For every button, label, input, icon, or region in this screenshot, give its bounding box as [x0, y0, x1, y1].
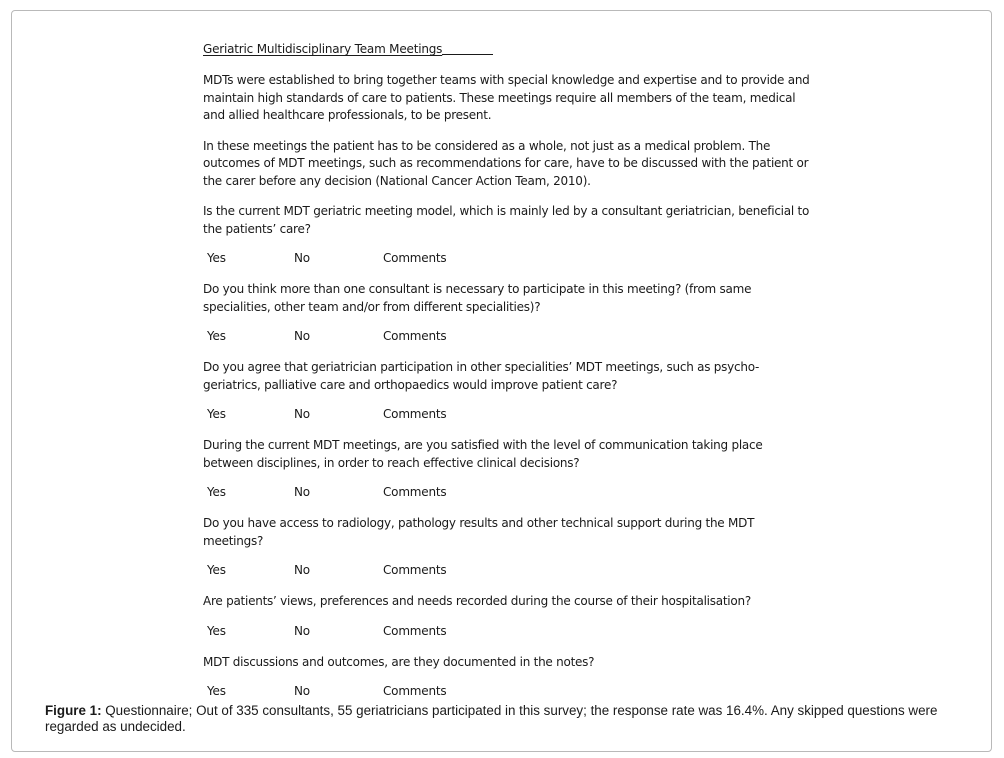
caption-label: Figure 1: — [45, 703, 102, 718]
question-text: MDT discussions and outcomes, are they documented in the notes? — [203, 654, 595, 669]
answer-comments[interactable]: Comments — [383, 251, 447, 265]
answer-yes[interactable]: Yes — [207, 485, 226, 499]
answer-row — [203, 407, 813, 424]
answer-no[interactable]: No — [294, 329, 310, 343]
answer-row — [203, 329, 813, 346]
answer-row — [203, 251, 813, 268]
answer-yes[interactable]: Yes — [207, 251, 226, 265]
answer-yes[interactable]: Yes — [207, 563, 226, 577]
answer-comments[interactable]: Comments — [383, 684, 447, 698]
answer-no[interactable]: No — [294, 684, 310, 698]
answer-comments[interactable]: Comments — [383, 485, 447, 499]
intro-paragraph: MDTs were established to bring together teams with special knowledge and expertise and to provide and maintain high standards of care to patients. These meetings require all members of the team, medical and allied healthcare professionals, to be present. — [203, 73, 810, 122]
answer-yes[interactable]: Yes — [207, 329, 226, 343]
heading-text: Geriatric Multidisciplinary Team Meetings — [203, 42, 443, 56]
answer-row — [203, 624, 813, 641]
heading-underline-tail — [442, 54, 493, 55]
question-text: Are patients’ views, preferences and needs recorded during the course of their hospitalisation? — [203, 594, 751, 608]
answer-comments[interactable]: Comments — [383, 623, 447, 638]
answer-no[interactable]: No — [294, 407, 310, 421]
intro-paragraph: In these meetings the patient has to be considered as a whole, not just as a medical problem. The outcomes of MDT meetings, such as recommendations for care, have to be discussed with the patient or the carer before any decision (National Cancer Action Team, 2010). — [203, 138, 809, 188]
answer-comments[interactable]: Comments — [383, 407, 447, 421]
answer-yes[interactable]: Yes — [207, 407, 226, 421]
answer-comments[interactable]: Comments — [383, 563, 447, 577]
question-text: Is the current MDT geriatric meeting model, which is mainly led by a consultant geriatrician, beneficial to the patients’ care? — [203, 204, 810, 236]
answer-yes[interactable]: Yes — [207, 623, 226, 638]
answer-row — [203, 563, 813, 580]
figure-caption — [45, 703, 965, 735]
question-text: Do you have access to radiology, pathology results and other technical support during the MDT meetings? — [203, 516, 755, 548]
answer-no[interactable]: No — [294, 623, 310, 638]
answer-comments[interactable]: Comments — [383, 329, 447, 343]
caption-text: Questionnaire; Out of 335 consultants, 55 geriatricians participated in this survey; the response rate was 16.4%. Any skipped questions were regarded as undecided. — [45, 703, 938, 734]
answer-no[interactable]: No — [294, 563, 310, 577]
answer-yes[interactable]: Yes — [207, 684, 226, 698]
question-text: During the current MDT meetings, are you satisfied with the level of communication taking place between disciplines, in order to reach effective clinical decisions? — [203, 438, 763, 470]
answer-no[interactable]: No — [294, 485, 310, 499]
document-heading — [203, 42, 442, 56]
answer-row — [203, 485, 813, 502]
questionnaire-document — [203, 38, 813, 714]
answer-row — [203, 684, 813, 701]
question-text: Do you agree that geriatrician participation in other specialities’ MDT meetings, such as psycho-geriatrics, palliative care and orthopaedics would improve patient care? — [203, 360, 760, 392]
question-text: Do you think more than one consultant is necessary to participate in this meeting? (from same specialities, other team and/or from different specialities)? — [203, 282, 752, 314]
answer-no[interactable]: No — [294, 251, 310, 265]
